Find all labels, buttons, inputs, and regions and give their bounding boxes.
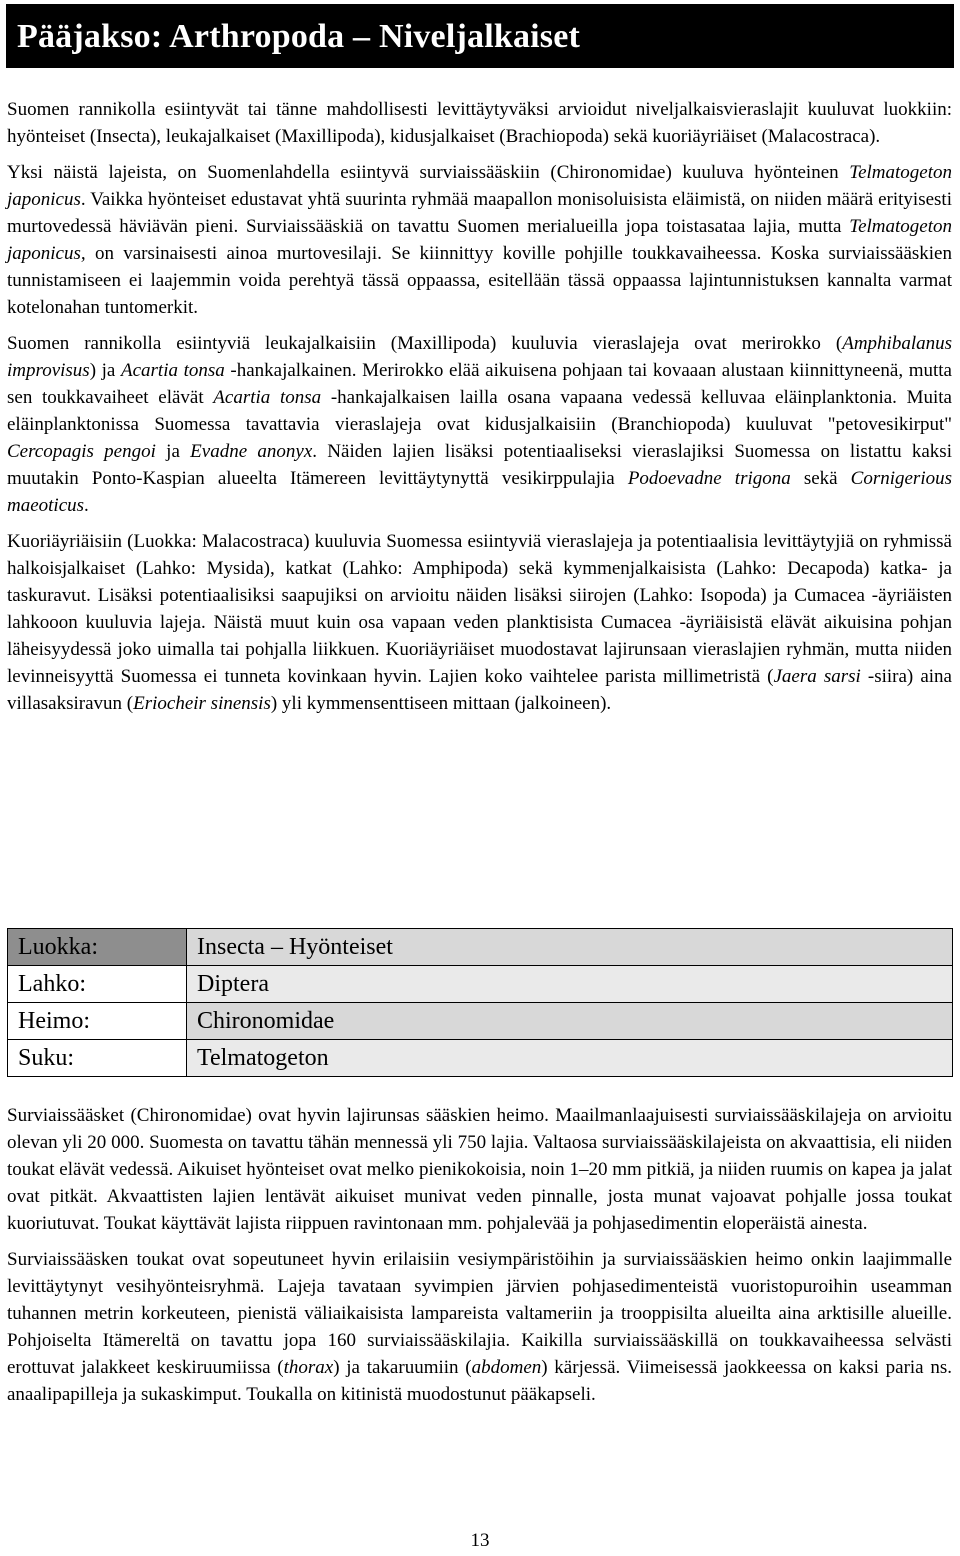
taxonomy-label: Luokka: <box>8 929 187 966</box>
species-name: Cornigerious maeoticus <box>7 468 953 516</box>
taxonomy-value: Insecta – Hyönteiset <box>187 929 953 966</box>
paragraph-malacostraca: Kuoriäyriäisiin (Luokka: Malacostraca) kuuluvia Suomessa esiintyviä vieraslajeja ja potentiaalisia levittäytyjiä on ryhmissä halkoisjalkaiset (Lahko: Mysida), katkat (Lahko: Amphipoda) sekä kymmenjalkaisista (Lahko: Decapoda) katka- ja taskuravut. Lisäksi potentiaalisiksi saapujiksi on arvioitu näiden lisäksi siirojen (Lahko: Isopoda) ja Cumacea -äyriäisten lahkooon kuuluvia lajeja. Näistä muut kuin osa vapaan veden planktisista Cumacea -äyriäisistä elävät aikuisina pohjan läheisyydessä joko uimalla tai pohjalla liikkuen. Kuoriäyriäiset muodostavat lajirunsaan vieraslajien ryhmän, mutta niiden levinneisyyttä Suomessa ei tunneta kovinkaan hyvin. Lajien koko vaihtelee parista millimetristä (Jaera sarsi -siira) aina villasaksiravun (Eriocheir sinensis) yli kymmensenttiseen mittaan (jalkoineen). <box>7 531 952 714</box>
paragraph-maxillipoda: Suomen rannikolla esiintyviä leukajalkaisiin (Maxillipoda) kuuluvia vieraslajeja ovat merirokko (Amphibalanus improvisus) ja Acartia tonsa -hankajalkainen. Merirokko elää aikuisena pohjaan tai kovaaan alustaan kiinnittyneenä, mutta sen toukkavaiheet elävät Acartia tonsa -hankajalkaisen lailla osana vapaana vedessä kelluvaa eläinplanktonia. Muita eläinplanktonissa Suomessa tavattavia vieraslajeja ovat kidusjalkaisiin (Branchiopoda) kuuluvat "petovesikirput" Cercopagis pengoi ja Evadne anonyx. Näiden lajien lisäksi potentiaaliseksi vieraslajiksi Suomessa on listattu kaksi muutakin Ponto-Kaspian alueelta Itämereen levittäytynyttä vesikirppulajia Podoevadne trigona sekä Cornigerious maeoticus. <box>7 333 953 516</box>
page-title: Pääjakso: Arthropoda – Niveljalkaiset <box>17 18 581 55</box>
species-name: Jaera sarsi <box>773 666 861 687</box>
taxonomy-label: Heimo: <box>8 1003 187 1040</box>
species-name: Eriocheir sinensis <box>133 693 271 714</box>
title-bar <box>6 4 954 68</box>
species-name: Podoevadne trigona <box>627 468 791 489</box>
paragraph-telmatogeton: Yksi näistä lajeista, on Suomenlahdella esiintyvä surviaissääskiin (Chironomidae) kuuluva hyönteinen Telmatogeton japonicus. Vaikka hyönteiset edustavat yhtä suurinta ryhmää maapallon monisoluisista eläimistä, on niiden määrä erityisesti murtovedessä häviävän pieni. Surviaissääskiä on tavattu Suomen merialueilla jopa toistasataa lajia, mutta Telmatogeton japonicus, on varsinaisesti ainoa murtovesilaji. Se kiinnittyy koville pohjille toukkavaiheessa. Koska surviaissääskien tunnistamiseen ei laajemmin voida perehtyä tässä oppaassa, esitellään tässä oppaassa lajintunnistuksen kannalta varmat kotelonahan tuntomerkit. <box>7 162 952 318</box>
species-name: Evadne anonyx <box>190 441 313 462</box>
taxonomy-label: Lahko: <box>8 966 187 1003</box>
table-row <box>8 1040 953 1077</box>
species-name: Telmatogeton japonicus <box>7 162 952 210</box>
species-name: Cercopagis pengoi <box>7 441 156 462</box>
intro-section <box>7 96 952 726</box>
species-name: Telmatogeton japonicus, <box>7 216 952 264</box>
page-number: 13 <box>470 1530 490 1551</box>
paragraph-intro: Suomen rannikolla esiintyvät tai tänne mahdollisesti levittäytyväksi arvioidut niveljalkaisvieraslajit kuuluvat luokkiin: hyönteiset (Insecta), leukajalkaiset (Maxillipoda), kidusjalkaiset (Brachiopoda) sekä kuoriäyriäiset (Malacostraca). <box>7 99 952 147</box>
table-row <box>8 929 953 966</box>
term: thorax <box>283 1357 334 1378</box>
taxonomy-table <box>7 928 953 1077</box>
species-name: Acartia tonsa <box>120 360 225 381</box>
taxonomy-value: Chironomidae <box>187 1003 953 1040</box>
taxonomy-label: Suku: <box>8 1040 187 1077</box>
body-section <box>7 1102 952 1417</box>
taxonomy-value: Telmatogeton <box>187 1040 953 1077</box>
paragraph-larvae: Surviaissääsken toukat ovat sopeutuneet hyvin erilaisiin vesiympäristöihin ja surviaissääskien heimo onkin laajimmalle levittäytynyt vesihyönteisryhmä. Lajeja tavataan syvimpien järvien pohjasedimenteistä vuoristopuroihin useamman tuhannen metrin korkeuteen, pienistä väliaikaisista lampareista valtameriin ja trooppisilta alueilta aina arktisille alueille. Pohjoiselta Itämereltä on tavattu jopa 160 surviaissääskilajia. Kaikilla surviaissääskillä on toukkavaiheessa selvästi erottuvat jalakkeet keskiruumiissa (thorax) ja takaruumiin (abdomen) kärjessä. Viimeisessä jaokkeessa on kaksi paria ns. anaalipapilleja ja sukaskimput. Toukalla on kitinistä muodostunut pääkapseli. <box>7 1249 952 1405</box>
taxonomy-value: Diptera <box>187 966 953 1003</box>
species-name: Acartia tonsa <box>213 387 322 408</box>
paragraph-chironomidae: Surviaissääsket (Chironomidae) ovat hyvin lajirunsas sääskien heimo. Maailmanlaajuisesti surviaissääskilajeja on arvioitu olevan yli 20 000. Suomesta on tavattu tähän mennessä yli 750 lajia. Valtaosa surviaissääskilajeista on akvaattisia, eli niiden toukat elävät vedessä. Aikuiset hyönteiset ovat melko pienikokoisia, noin 1–20 mm pitkiä, ja niiden ruumis on kapea ja jalat ovat pitkät. Akvaattisten lajien lentävät aikuiset munivat veden pinnalle, josta munat vajoavat pohjalle jossa toukat kuoriutuvat. Toukat käyttävät lajista riippuen ravintonaan mm. pohjalevää ja pohjasedimentin eloperäistä ainesta. <box>7 1105 952 1234</box>
term: abdomen <box>471 1357 542 1378</box>
species-name: Amphibalanus improvisus <box>7 333 952 381</box>
table-row <box>8 1003 953 1040</box>
table-row <box>8 966 953 1003</box>
